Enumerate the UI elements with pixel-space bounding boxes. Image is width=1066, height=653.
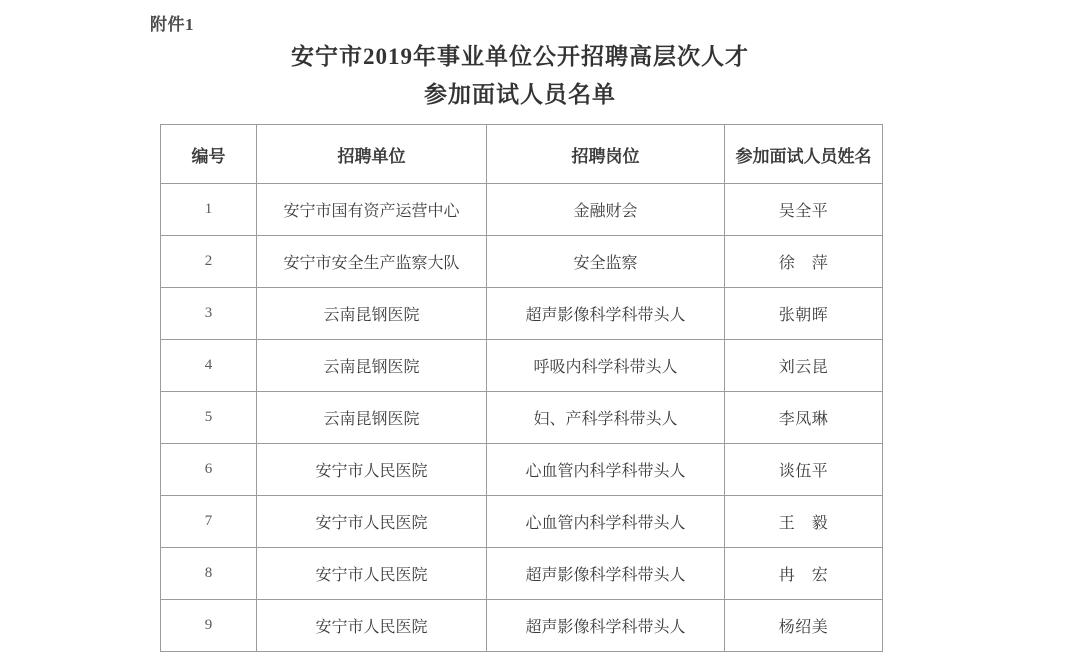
cell-name: 张朝晖 [725,288,883,340]
cell-position: 妇、产科学科带头人 [487,392,725,444]
cell-name: 冉 宏 [725,548,883,600]
cell-position: 超声影像科学科带头人 [487,548,725,600]
table-header-row [161,125,883,184]
table-row [161,444,883,496]
cell-name: 李凤琳 [725,392,883,444]
page-title-line-2: 参加面试人员名单 [424,82,616,107]
table-row [161,600,883,652]
cell-index: 8 [161,548,257,600]
column-header-index: 编号 [161,125,257,184]
column-header-position: 招聘岗位 [487,125,725,184]
cell-position: 超声影像科学科带头人 [487,600,725,652]
table-row [161,496,883,548]
cell-position: 心血管内科学科带头人 [487,496,725,548]
table-row [161,184,883,236]
cell-position: 心血管内科学科带头人 [487,444,725,496]
table-row [161,392,883,444]
cell-name: 刘云昆 [725,340,883,392]
cell-unit: 云南昆钢医院 [257,392,487,444]
cell-index: 2 [161,236,257,288]
cell-index: 7 [161,496,257,548]
cell-name: 王 毅 [725,496,883,548]
page-title-line-1: 安宁市2019年事业单位公开招聘高层次人才 [291,44,749,69]
cell-unit: 安宁市人民医院 [257,444,487,496]
cell-position: 超声影像科学科带头人 [487,288,725,340]
page-title [160,38,880,114]
cell-position: 安全监察 [487,236,725,288]
cell-name: 谈伍平 [725,444,883,496]
cell-unit: 安宁市安全生产监察大队 [257,236,487,288]
cell-index: 5 [161,392,257,444]
cell-unit: 云南昆钢医院 [257,288,487,340]
cell-name: 徐 萍 [725,236,883,288]
cell-name: 吴全平 [725,184,883,236]
interview-roster-table [160,124,883,652]
cell-index: 3 [161,288,257,340]
cell-index: 6 [161,444,257,496]
table-row [161,340,883,392]
cell-unit: 安宁市人民医院 [257,496,487,548]
cell-index: 4 [161,340,257,392]
cell-index: 1 [161,184,257,236]
table-row [161,236,883,288]
column-header-name: 参加面试人员姓名 [725,125,883,184]
cell-position: 呼吸内科学科带头人 [487,340,725,392]
cell-name: 杨绍美 [725,600,883,652]
table-row [161,548,883,600]
cell-unit: 安宁市国有资产运营中心 [257,184,487,236]
cell-position: 金融财会 [487,184,725,236]
table-row [161,288,883,340]
cell-index: 9 [161,600,257,652]
attachment-label: 附件1 [150,15,194,34]
cell-unit: 云南昆钢医院 [257,340,487,392]
cell-unit: 安宁市人民医院 [257,548,487,600]
column-header-unit: 招聘单位 [257,125,487,184]
cell-unit: 安宁市人民医院 [257,600,487,652]
